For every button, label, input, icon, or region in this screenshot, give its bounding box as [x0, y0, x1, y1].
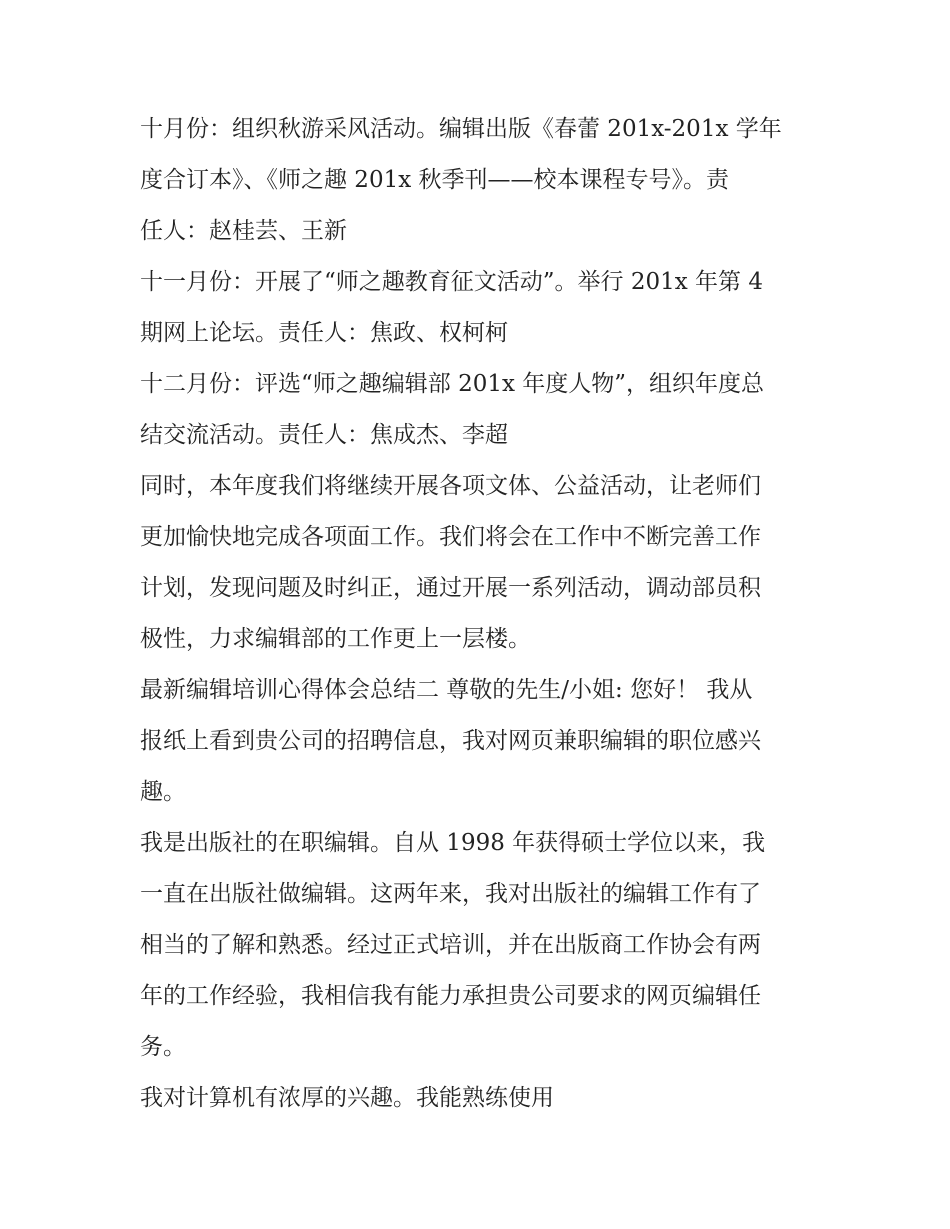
text-line: 十月份：组织秋游采风活动。编辑出版《春蕾 201x-201x 学年 [140, 116, 782, 142]
text-line: 同时，本年度我们将继续开展各项文体、公益活动，让老师们 [140, 473, 761, 499]
text-line: 十二月份：评选“师之趣编辑部 201x 年度人物”，组织年度总 [140, 371, 765, 397]
text-line: 趣。 [140, 779, 186, 805]
document-body [140, 104, 820, 1124]
text-line: 我对计算机有浓厚的兴趣。我能熟练使用 [140, 1085, 554, 1111]
text-line: 年的工作经验，我相信我有能力承担贵公司要求的网页编辑任 [140, 983, 761, 1009]
text-line: 结交流活动。责任人：焦成杰、李超 [140, 422, 508, 448]
text-line: 十一月份：开展了“师之趣教育征文活动”。举行 201x 年第 4 [140, 269, 763, 295]
text-line: 期网上论坛。责任人：焦政、权柯柯 [140, 320, 508, 346]
text-line: 计划，发现问题及时纠正，通过开展一系列活动，调动部员积 [140, 575, 761, 601]
text-line: 任人：赵桂芸、王新 [140, 218, 347, 244]
text-line: 相当的了解和熟悉。经过正式培训，并在出版商工作协会有两 [140, 932, 761, 958]
text-line: 报纸上看到贵公司的招聘信息，我对网页兼职编辑的职位感兴 [140, 728, 761, 754]
text-line: 度合订本》、《师之趣 201x 秋季刊——校本课程专号》。责 [140, 167, 729, 193]
text-line: 我是出版社的在职编辑。自从 1998 年获得硕士学位以来，我 [140, 830, 766, 856]
text-line: 务。 [140, 1034, 186, 1060]
text-line: 最新编辑培训心得体会总结二 尊敬的先生/小姐: 您好！ 我从 [140, 677, 753, 703]
text-line: 一直在出版社做编辑。这两年来，我对出版社的编辑工作有了 [140, 881, 761, 907]
text-line: 极性，力求编辑部的工作更上一层楼。 [140, 626, 531, 652]
text-line: 更加愉快地完成各项面工作。我们将会在工作中不断完善工作 [140, 524, 761, 550]
